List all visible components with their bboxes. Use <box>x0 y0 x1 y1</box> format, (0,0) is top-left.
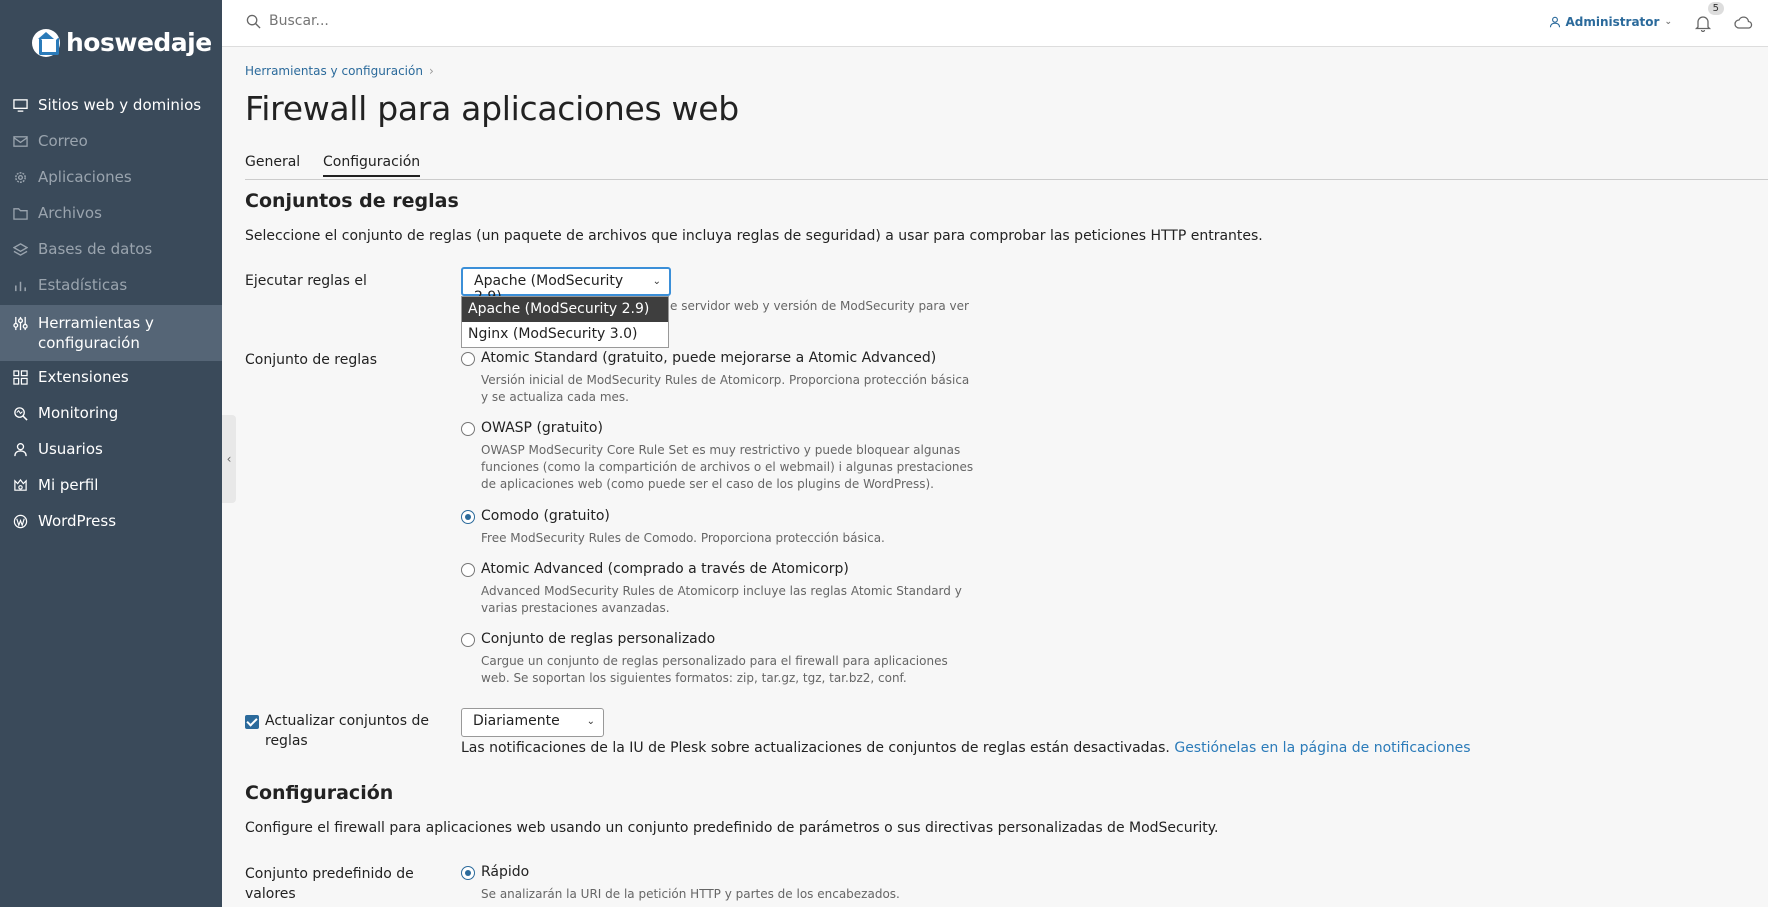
sidebar-item-users[interactable] <box>0 433 222 469</box>
radio-button-selected[interactable] <box>461 866 475 880</box>
page-title: Firewall para aplicaciones web <box>245 89 739 128</box>
user-icon <box>13 442 28 457</box>
run-rules-label: Ejecutar reglas el <box>245 273 367 289</box>
bell-icon[interactable] <box>1694 14 1712 32</box>
sidebar-item-tools-settings[interactable] <box>0 305 222 361</box>
run-rules-value: Apache (ModSecurity <box>474 273 624 289</box>
radio-button[interactable] <box>461 633 475 647</box>
rulesets-description: Seleccione el conjunto de reglas (un paquete de archivos que incluya reglas de seguridad) a usar para comprobar las peticiones HTTP entrantes. <box>245 228 1263 244</box>
mail-icon <box>13 134 28 149</box>
sidebar-item-profile[interactable] <box>0 469 222 505</box>
option-description: Advanced ModSecurity Rules de Atomicorp incluye las reglas Atomic Standard y varias prestaciones avanzadas. <box>481 584 962 615</box>
radio-button-selected[interactable] <box>461 510 475 524</box>
sidebar-item-label: Bases de datos <box>38 240 153 258</box>
monitor-icon <box>13 98 28 113</box>
sidebar-item-label: Correo <box>38 132 88 150</box>
option-description: Se analizarán la URI de la petición HTTP y partes de los encabezados. <box>481 887 900 901</box>
topbar <box>222 0 1768 47</box>
sidebar-item-extensions[interactable] <box>0 361 222 397</box>
dropdown-option-nginx[interactable]: Nginx (ModSecurity 3.0) <box>468 326 638 342</box>
config-description: Configure el firewall para aplicaciones web usando un conjunto predefinido de parámetros o sus directivas personalizadas de ModSecurity. <box>245 820 1219 836</box>
sidebar-item-wordpress[interactable] <box>0 505 222 541</box>
notification-note-text: Las notificaciones de la IU de Plesk sobre actualizaciones de conjuntos de reglas están desactivadas. <box>461 740 1170 756</box>
option-title: Comodo (gratuito) <box>481 508 610 524</box>
extensions-icon <box>13 370 28 385</box>
update-rulesets-checkbox[interactable] <box>245 715 259 729</box>
option-description: Free ModSecurity Rules de Comodo. Proporciona protección básica. <box>481 531 885 545</box>
sliders-icon <box>13 316 28 331</box>
notification-note <box>461 740 1471 756</box>
sidebar <box>0 0 222 907</box>
update-frequency-value: Diariamente <box>473 713 560 729</box>
option-title: OWASP (gratuito) <box>481 420 603 436</box>
radio-button[interactable] <box>461 422 475 436</box>
sidebar-item-label: Archivos <box>38 204 102 222</box>
search-input[interactable] <box>269 13 569 29</box>
brand-name: hoswedaje <box>66 28 212 57</box>
sidebar-item-label: Estadísticas <box>38 276 128 294</box>
tab-configuration[interactable]: Configuración <box>323 154 420 177</box>
sidebar-item-label: Aplicaciones <box>38 168 132 186</box>
wordpress-icon <box>13 514 28 529</box>
bar-chart-icon <box>13 278 28 293</box>
house-logo-icon <box>32 29 60 57</box>
sidebar-item-label: Mi perfil <box>38 476 99 494</box>
main-content <box>245 47 1768 907</box>
tab-general[interactable]: General <box>245 154 301 170</box>
rulesets-heading: Conjuntos de reglas <box>245 190 459 212</box>
sidebar-nav <box>0 89 222 541</box>
preset-label: Conjunto predefinido de valores <box>245 866 414 902</box>
sidebar-item-monitoring[interactable] <box>0 397 222 433</box>
sidebar-item-label: Extensiones <box>38 368 129 386</box>
breadcrumb-link[interactable]: Herramientas y configuración <box>245 64 423 78</box>
sidebar-item-websites[interactable] <box>0 89 222 125</box>
notification-badge: 5 <box>1708 2 1724 15</box>
run-rules-select[interactable] <box>461 267 671 296</box>
sidebar-collapse-handle[interactable] <box>222 415 236 503</box>
sidebar-item-label: WordPress <box>38 512 117 530</box>
layers-icon <box>13 242 28 257</box>
breadcrumb <box>245 64 434 78</box>
config-heading: Configuración <box>245 782 394 804</box>
dropdown-option-apache[interactable]: Apache (ModSecurity 2.9) <box>462 297 668 322</box>
sidebar-item-mail[interactable] <box>0 125 222 161</box>
sidebar-item-label: Usuarios <box>38 440 103 458</box>
sidebar-item-files[interactable] <box>0 197 222 233</box>
update-rulesets-label: Actualizar conjuntos de reglas <box>265 713 429 749</box>
chevron-down-icon: ⌄ <box>586 716 595 727</box>
option-description: Cargue un conjunto de reglas personalizado para el firewall para aplicaciones web. Se soportan los siguientes formatos: zip, tar.gz, tgz, tar.bz2, conf. <box>481 654 948 685</box>
option-title: Conjunto de reglas personalizado <box>481 631 716 647</box>
ruleset-label: Conjunto de reglas <box>245 352 378 368</box>
brand-logo[interactable] <box>32 28 212 57</box>
sidebar-item-statistics[interactable] <box>0 269 222 305</box>
sidebar-item-label: Sitios web y dominios <box>38 96 202 114</box>
user-icon <box>1549 16 1561 28</box>
search-box <box>246 13 569 29</box>
search-icon <box>246 14 261 29</box>
radio-button[interactable] <box>461 352 475 366</box>
chevron-down-icon: ⌄ <box>1664 17 1672 27</box>
sidebar-item-label: Herramientas y configuración <box>38 314 154 352</box>
cloud-icon[interactable] <box>1734 14 1754 32</box>
run-rules-dropdown-list <box>461 296 669 348</box>
radio-button[interactable] <box>461 563 475 577</box>
option-title: Rápido <box>481 864 530 880</box>
option-description: Versión inicial de ModSecurity Rules de Atomicorp. Proporciona protección básica y se actualiza cada mes. <box>481 373 970 404</box>
profile-icon <box>13 478 28 493</box>
gear-icon <box>13 170 28 185</box>
user-name: Administrator <box>1565 15 1660 29</box>
sidebar-item-applications[interactable] <box>0 161 222 197</box>
notification-settings-link[interactable]: Gestiónelas en la página de notificaciones <box>1174 740 1471 756</box>
option-title: Atomic Standard (gratuito, puede mejorarse a Atomic Advanced) <box>481 350 937 366</box>
option-title: Atomic Advanced (comprado a través de Atomicorp) <box>481 561 849 577</box>
option-description: OWASP ModSecurity Core Rule Set es muy restrictivo y puede bloquear algunas funciones (como la compartición de archivos o el webmail) i algunas prestaciones de aplicaciones web (como puede ser el caso de los plugins de WordPress). <box>481 443 974 491</box>
sidebar-item-label: Monitoring <box>38 404 119 422</box>
chevron-left-icon: ‹ <box>226 452 232 466</box>
monitoring-icon <box>13 406 28 421</box>
run-rules-hint: e servidor web y versión de ModSecurity para ver <box>670 299 969 313</box>
chevron-down-icon: ⌄ <box>652 276 661 287</box>
chevron-right-icon: › <box>428 64 434 78</box>
update-frequency-select[interactable] <box>461 708 604 737</box>
tab-bar <box>245 150 1768 180</box>
user-menu[interactable] <box>1549 15 1673 29</box>
folder-icon <box>13 206 28 221</box>
sidebar-item-databases[interactable] <box>0 233 222 269</box>
